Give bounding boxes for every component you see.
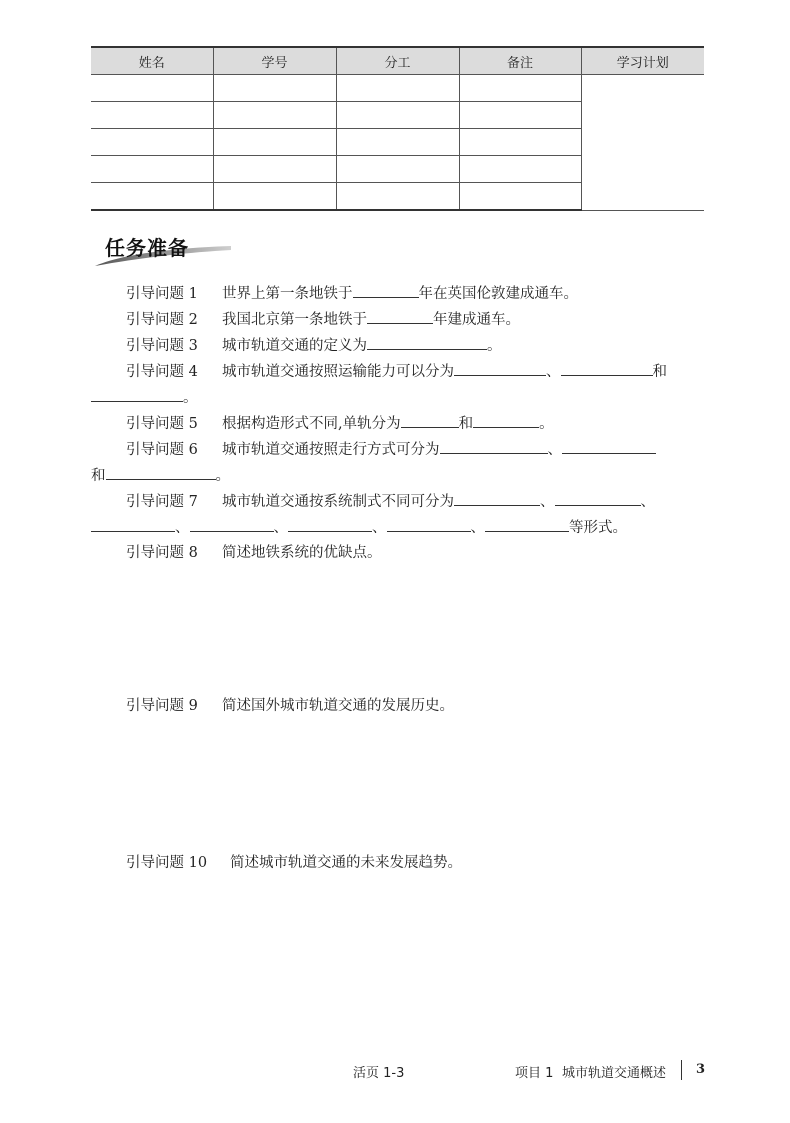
answer-blank[interactable] <box>190 517 274 532</box>
table-cell[interactable] <box>213 129 336 156</box>
table-cell[interactable] <box>459 183 581 211</box>
answer-blank[interactable] <box>473 413 539 428</box>
question-label: 引导问题 7 <box>126 494 198 510</box>
table-header-row <box>91 47 704 75</box>
answer-area-q9[interactable] <box>91 720 704 845</box>
answer-blank[interactable] <box>454 491 540 506</box>
table-cell[interactable] <box>336 102 459 129</box>
study-plan-cell[interactable] <box>581 75 704 211</box>
table-row <box>91 75 704 102</box>
question-label: 引导问题 9 <box>126 698 198 714</box>
header-remarks: 备注 <box>459 47 581 75</box>
question-label: 引导问题 8 <box>126 545 198 561</box>
question-text: 、 <box>273 520 288 536</box>
footer-project: 项目 1 <box>515 1066 554 1081</box>
question-1 <box>126 283 578 304</box>
footer-page-number: 3 <box>696 1062 706 1077</box>
table-cell[interactable] <box>336 156 459 183</box>
question-text: 我国北京第一条地铁于 <box>222 312 367 328</box>
question-7 <box>126 491 655 512</box>
answer-area-q8[interactable] <box>91 568 704 688</box>
table-cell[interactable] <box>459 102 581 129</box>
question-label: 引导问题 6 <box>126 442 198 458</box>
question-text: 、 <box>540 494 555 510</box>
table-cell[interactable] <box>213 156 336 183</box>
question-text: 、 <box>470 520 485 536</box>
table-cell[interactable] <box>91 156 213 183</box>
question-text: 城市轨道交通按照运输能力可以分为 <box>222 364 454 380</box>
question-text: 、 <box>546 364 561 380</box>
table-cell[interactable] <box>336 183 459 211</box>
answer-blank[interactable] <box>440 439 548 454</box>
answer-blank[interactable] <box>562 439 656 454</box>
question-text: 。 <box>215 468 230 484</box>
question-text: 简述地铁系统的优缺点。 <box>222 545 382 561</box>
footer-page-label: 活页 1-3 <box>353 1066 405 1081</box>
question-text: 世界上第一条地铁于 <box>222 286 353 302</box>
question-text: 城市轨道交通的定义为 <box>222 338 367 354</box>
table-cell[interactable] <box>91 75 213 102</box>
question-label: 引导问题 2 <box>126 312 198 328</box>
answer-blank[interactable] <box>485 517 569 532</box>
table-cell[interactable] <box>459 75 581 102</box>
answer-blank[interactable] <box>367 335 487 350</box>
question-text: 、 <box>175 520 190 536</box>
footer-chapter: 城市轨道交通概述 <box>562 1066 667 1081</box>
question-text: 和 <box>652 364 667 380</box>
answer-blank[interactable] <box>91 517 175 532</box>
answer-blank[interactable] <box>401 413 459 428</box>
question-text: 根据构造形式不同,单轨分为 <box>222 416 401 432</box>
question-9 <box>126 696 454 716</box>
question-4 <box>126 361 667 382</box>
question-text: 和 <box>91 468 106 484</box>
question-8 <box>126 543 382 563</box>
question-6 <box>126 439 656 460</box>
answer-blank[interactable] <box>561 361 653 376</box>
question-text: 简述城市轨道交通的未来发展趋势。 <box>230 855 462 871</box>
section-title-task-preparation <box>93 226 233 268</box>
answer-blank[interactable] <box>106 465 216 480</box>
table-cell[interactable] <box>213 75 336 102</box>
question-text: 、 <box>640 494 655 510</box>
table-cell[interactable] <box>213 183 336 211</box>
question-5 <box>126 413 554 434</box>
answer-blank[interactable] <box>454 361 546 376</box>
header-student-id: 学号 <box>213 47 336 75</box>
answer-blank[interactable] <box>353 283 419 298</box>
question-text: 、 <box>547 442 562 458</box>
question-7-continued <box>91 517 627 538</box>
question-text: 和 <box>458 416 474 432</box>
footer-divider <box>681 1060 682 1080</box>
question-label: 引导问题 1 <box>126 286 198 302</box>
question-10 <box>126 853 462 873</box>
answer-blank[interactable] <box>367 309 433 324</box>
question-label: 引导问题 4 <box>126 364 198 380</box>
answer-blank[interactable] <box>387 517 471 532</box>
group-roster-table <box>91 46 704 211</box>
question-label: 引导问题 3 <box>126 338 198 354</box>
table-cell[interactable] <box>336 75 459 102</box>
table-cell[interactable] <box>91 102 213 129</box>
table-cell[interactable] <box>91 183 213 211</box>
question-text: 年在英国伦敦建成通车。 <box>418 286 578 302</box>
table-cell[interactable] <box>336 129 459 156</box>
question-text: 等形式。 <box>569 520 627 536</box>
answer-blank[interactable] <box>288 517 372 532</box>
question-6-continued <box>91 465 230 486</box>
question-text: 简述国外城市轨道交通的发展历史。 <box>222 698 454 714</box>
section-title-text: 任务准备 <box>105 236 189 260</box>
answer-blank[interactable] <box>91 387 183 402</box>
question-text: 。 <box>183 390 198 406</box>
question-3 <box>126 335 502 356</box>
table-cell[interactable] <box>459 156 581 183</box>
question-label: 引导问题 5 <box>126 416 198 432</box>
question-text: 城市轨道交通按系统制式不同可分为 <box>222 494 454 510</box>
table-cell[interactable] <box>91 129 213 156</box>
question-text: 城市轨道交通按照走行方式可分为 <box>222 442 440 458</box>
answer-blank[interactable] <box>555 491 641 506</box>
question-text: 、 <box>372 520 387 536</box>
question-4-continued <box>91 387 198 408</box>
header-name: 姓名 <box>91 47 213 75</box>
question-text: 。 <box>487 338 502 354</box>
table-cell[interactable] <box>213 102 336 129</box>
question-text: 年建成通车。 <box>433 312 520 328</box>
question-text: 。 <box>539 416 554 432</box>
header-division-of-work: 分工 <box>336 47 459 75</box>
table-cell[interactable] <box>459 129 581 156</box>
question-2 <box>126 309 520 330</box>
answer-area-q10[interactable] <box>91 878 704 1048</box>
question-label: 引导问题 10 <box>126 855 208 871</box>
header-study-plan: 学习计划 <box>581 47 704 75</box>
